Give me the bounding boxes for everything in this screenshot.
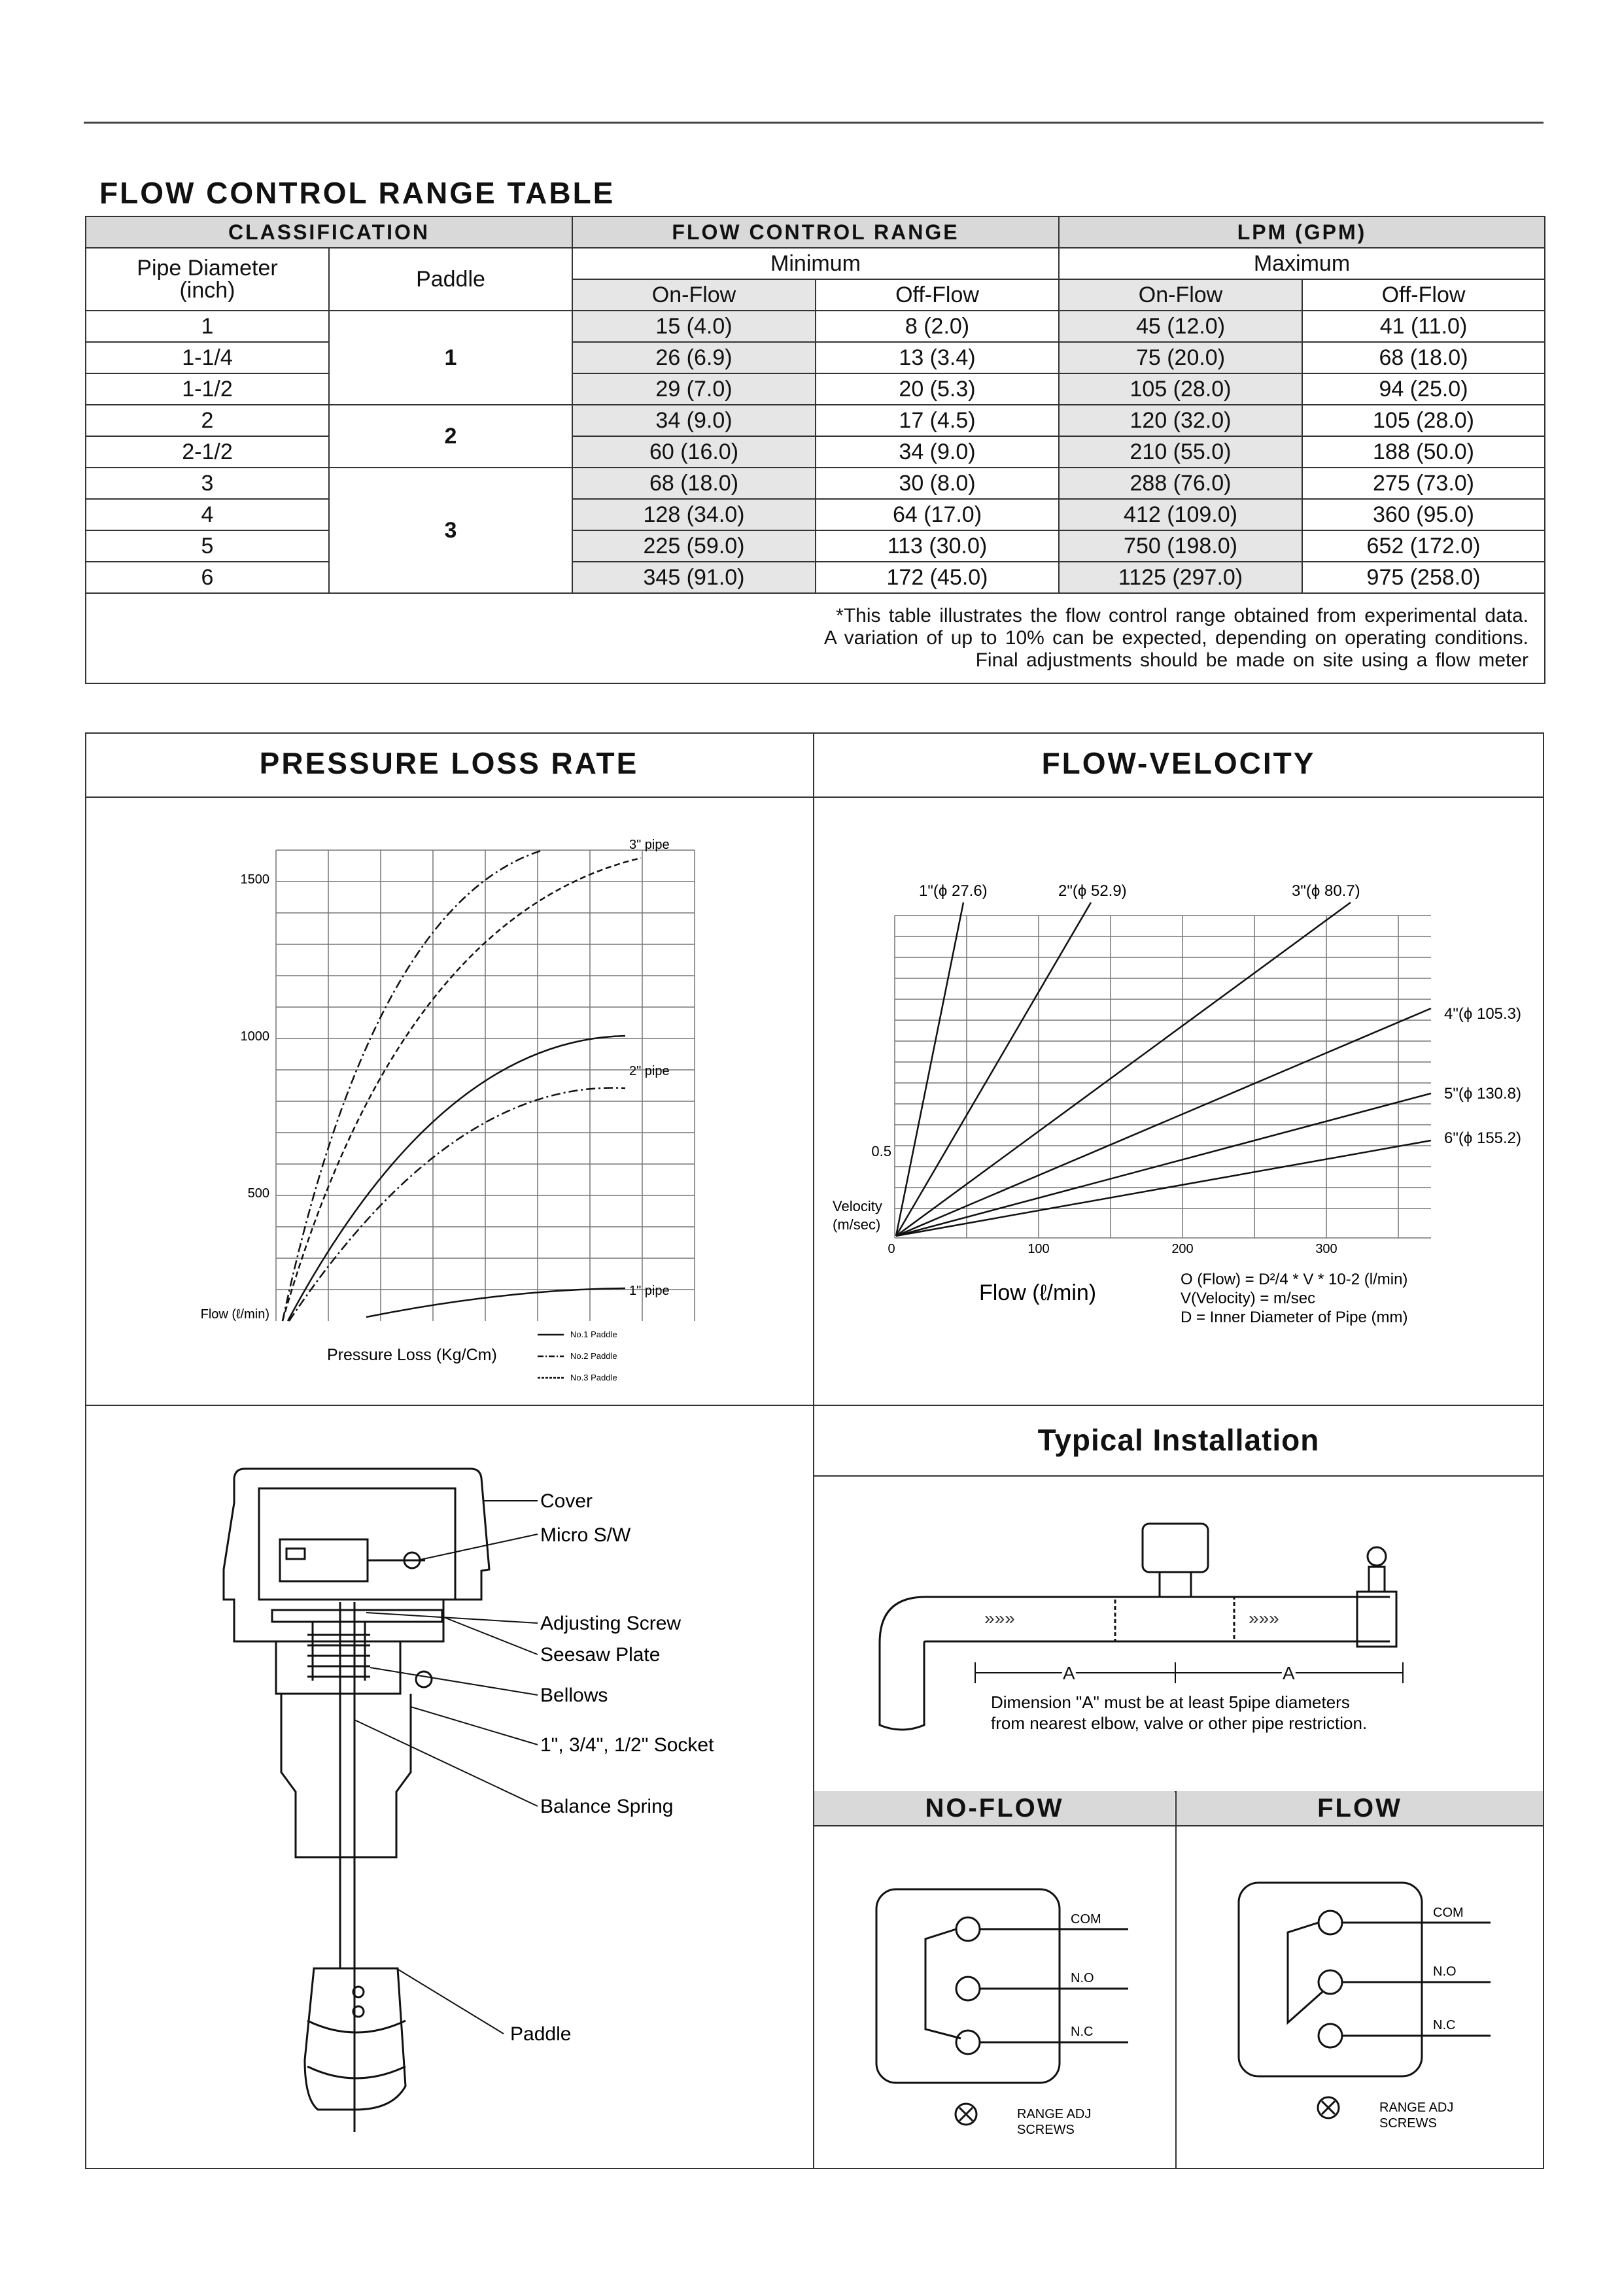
table-row	[86, 436, 1545, 468]
min-on-cell: 34 (9.0)	[572, 405, 816, 436]
terminal-label: N.O	[1071, 1971, 1094, 1985]
table-row	[86, 342, 1545, 373]
legend-label: No.1 Paddle	[570, 1329, 617, 1339]
socket-body	[276, 1641, 400, 1694]
terminal-com	[1319, 1911, 1342, 1934]
tee-fitting	[1115, 1597, 1234, 1641]
screws-label: SCREWS	[1379, 2116, 1437, 2131]
range-screw	[416, 1671, 432, 1687]
min-on-cell: 15 (4.0)	[572, 311, 816, 342]
min-on-cell: 225 (59.0)	[572, 530, 816, 562]
flow-header: FLOW	[1177, 1791, 1543, 1825]
x-tick: 300	[1315, 1242, 1337, 1256]
housing-cover	[224, 1469, 489, 1641]
pipe-elbow	[880, 1597, 925, 1730]
header-flow-control-range: FLOW CONTROL RANGE	[572, 216, 1059, 248]
min-off-cell: 13 (3.4)	[816, 342, 1059, 373]
line-5in	[896, 1093, 1431, 1236]
y-tick: 500	[247, 1186, 269, 1201]
socket-thread	[281, 1694, 411, 1857]
paddle-cell: 3	[329, 468, 572, 593]
curve-2in-no2	[289, 1088, 625, 1321]
bellows-walls	[313, 1622, 365, 1681]
y-axis-label: (m/sec)	[833, 1216, 881, 1233]
screws-label: SCREWS	[1017, 2123, 1075, 2137]
top-rule	[84, 122, 1544, 124]
part-label: Micro S/W	[540, 1524, 631, 1546]
max-on-cell: 1125 (297.0)	[1059, 562, 1302, 593]
line-6in	[896, 1140, 1431, 1236]
terminal-label: N.C	[1071, 2025, 1094, 2039]
line-1in	[896, 902, 963, 1236]
min-on-cell: 128 (34.0)	[572, 499, 816, 530]
min-off-cell: 113 (30.0)	[816, 530, 1059, 562]
contact-path	[925, 1929, 961, 2038]
y-tick: 1500	[240, 872, 269, 887]
line-label: 1"(ϕ 27.6)	[919, 882, 988, 900]
min-off-cell: 64 (17.0)	[816, 499, 1059, 530]
max-off-cell: 68 (18.0)	[1302, 342, 1545, 373]
legend-label: No.3 Paddle	[570, 1373, 617, 1382]
max-off-cell: 275 (73.0)	[1302, 468, 1545, 499]
table-row	[86, 562, 1545, 593]
flow-diagram	[1177, 1826, 1543, 2168]
formula-line: D = Inner Diameter of Pipe (mm)	[1181, 1309, 1408, 1326]
terminal-label: COM	[1433, 1906, 1464, 1920]
part-label: Paddle	[510, 2023, 572, 2045]
curve-label: 1" pipe	[629, 1284, 670, 1298]
valve-body	[1357, 1592, 1396, 1647]
table-row	[86, 405, 1545, 436]
line-4in	[896, 1008, 1431, 1236]
line-label: 5"(ϕ 130.8)	[1444, 1085, 1522, 1103]
header-min-off-flow: Off-Flow	[816, 279, 1059, 311]
table-title: FLOW CONTROL RANGE TABLE	[99, 176, 615, 210]
valve-wheel	[1368, 1547, 1386, 1566]
min-on-cell: 60 (16.0)	[572, 436, 816, 468]
min-on-cell: 26 (6.9)	[572, 342, 816, 373]
part-label: 1", 3/4", 1/2" Socket	[540, 1734, 714, 1756]
installation-title: Typical Installation	[1037, 1423, 1320, 1457]
part-label: Balance Spring	[540, 1796, 674, 1817]
table-row	[86, 468, 1545, 499]
header-max-on-flow: On-Flow	[1059, 279, 1302, 311]
min-off-cell: 20 (5.3)	[816, 373, 1059, 405]
terminal-leads	[1342, 1923, 1491, 2036]
leader-balance-spring	[354, 1720, 538, 1806]
switch-contact	[286, 1549, 305, 1559]
terminal-label: N.O	[1433, 1964, 1457, 1979]
pressure-grid	[276, 850, 695, 1321]
min-on-cell: 345 (91.0)	[572, 562, 816, 593]
min-off-cell: 8 (2.0)	[816, 311, 1059, 342]
min-off-cell: 34 (9.0)	[816, 436, 1059, 468]
header-max-off-flow: Off-Flow	[1302, 279, 1545, 311]
min-on-cell: 68 (18.0)	[572, 468, 816, 499]
max-on-cell: 75 (20.0)	[1059, 342, 1302, 373]
max-off-cell: 94 (25.0)	[1302, 373, 1545, 405]
max-on-cell: 288 (76.0)	[1059, 468, 1302, 499]
formula-line: V(Velocity) = m/sec	[1181, 1290, 1316, 1307]
paddle-edges	[307, 2021, 406, 2078]
table-row	[86, 373, 1545, 405]
line-label: 3"(ϕ 80.7)	[1292, 882, 1360, 900]
x-tick: 100	[1027, 1242, 1050, 1256]
leader-bellows	[370, 1668, 538, 1695]
flow-velocity-title: FLOW-VELOCITY	[1041, 746, 1316, 780]
pipe-cell: 1-1/4	[86, 342, 329, 373]
part-label: Bellows	[540, 1685, 608, 1706]
header-pipe-diameter: Pipe Diameter (inch)	[86, 248, 329, 311]
min-off-cell: 30 (8.0)	[816, 468, 1059, 499]
max-on-cell: 750 (198.0)	[1059, 530, 1302, 562]
flow-arrows: »»»	[984, 1608, 1015, 1628]
curve-label: 3" pipe	[629, 838, 670, 852]
max-off-cell: 652 (172.0)	[1302, 530, 1545, 562]
pipe-cell: 1	[86, 311, 329, 342]
range-adj-screw-cross	[959, 2108, 973, 2121]
line-label: 2"(ϕ 52.9)	[1058, 882, 1127, 900]
formula-line: O (Flow) = D²/4 * V * 10-2 (l/min)	[1181, 1271, 1408, 1288]
legend-label: No.2 Paddle	[570, 1351, 617, 1361]
leader-socket	[411, 1707, 538, 1745]
screws-label: RANGE ADJ	[1017, 2107, 1092, 2121]
pressure-loss-chart	[85, 798, 813, 1403]
curve-3in-no2	[283, 850, 543, 1321]
velocity-grid	[895, 916, 1431, 1238]
line-label: 6"(ϕ 155.2)	[1444, 1129, 1522, 1147]
installation-note: from nearest elbow, valve or other pipe restriction.	[991, 1713, 1368, 1733]
curve-1in-no1	[366, 1288, 625, 1317]
terminal-no	[1319, 1970, 1342, 1994]
part-label: Cover	[540, 1490, 593, 1512]
contact-path	[1288, 1923, 1323, 2023]
max-on-cell: 45 (12.0)	[1059, 311, 1302, 342]
micro-switch	[280, 1539, 368, 1581]
terminal-label: COM	[1071, 1912, 1101, 1927]
part-label: Adjusting Screw	[540, 1613, 682, 1634]
pipe-cell: 2	[86, 405, 329, 436]
header-classification: CLASSIFICATION	[86, 216, 572, 248]
terminal-com	[956, 1917, 980, 1941]
flow-velocity-chart	[814, 798, 1543, 1403]
line-2in	[896, 902, 1091, 1236]
line-3in	[896, 902, 1351, 1236]
x-axis-label: Flow (ℓ/min)	[979, 1280, 1097, 1305]
table-row	[86, 499, 1545, 530]
dimension-a-label: A	[1063, 1663, 1075, 1683]
max-on-cell: 105 (28.0)	[1059, 373, 1302, 405]
y-axis-label: Velocity	[833, 1198, 882, 1214]
max-off-cell: 975 (258.0)	[1302, 562, 1545, 593]
terminal-nc	[1319, 2024, 1342, 2048]
x-tick: 0	[888, 1242, 895, 1256]
header-minimum: Minimum	[572, 248, 1059, 279]
no-flow-header: NO-FLOW	[814, 1791, 1175, 1825]
line-label: 4"(ϕ 105.3)	[1444, 1005, 1522, 1023]
min-on-cell: 29 (7.0)	[572, 373, 816, 405]
dimension-a-label: A	[1283, 1663, 1295, 1683]
curve-label: 2" pipe	[629, 1064, 670, 1078]
min-off-cell: 172 (45.0)	[816, 562, 1059, 593]
leader-paddle	[396, 1968, 504, 2034]
no-flow-diagram	[814, 1826, 1175, 2168]
max-off-cell: 105 (28.0)	[1302, 405, 1545, 436]
cross-section-drawing	[85, 1406, 813, 2168]
installation-note: Dimension "A" must be at least 5pipe diameters	[991, 1692, 1350, 1712]
pipe-cell: 1-1/2	[86, 373, 329, 405]
pipe-cell: 4	[86, 499, 329, 530]
terminal-leads	[980, 1929, 1128, 2042]
pipe-cell: 2-1/2	[86, 436, 329, 468]
y-tick: 1000	[240, 1029, 269, 1044]
flow-switch-socket	[1160, 1572, 1191, 1597]
paddle-cell: 2	[329, 405, 572, 468]
note-line: *This table illustrates the flow control range obtained from experimental data.	[836, 605, 1529, 626]
pipe-cell: 6	[86, 562, 329, 593]
x-axis-label: Pressure Loss (Kg/Cm)	[327, 1346, 497, 1364]
x-tick: 200	[1171, 1242, 1194, 1256]
max-off-cell: 41 (11.0)	[1302, 311, 1545, 342]
max-on-cell: 120 (32.0)	[1059, 405, 1302, 436]
header-min-on-flow: On-Flow	[572, 279, 816, 311]
note-line: A variation of up to 10% can be expected, depending on operating conditions.	[823, 627, 1529, 649]
valve-stem	[1369, 1567, 1385, 1592]
table-note	[86, 593, 1545, 683]
pressure-loss-title: PRESSURE LOSS RATE	[259, 746, 639, 780]
y-tick: 0.5	[871, 1143, 891, 1159]
flow-control-range-table	[85, 216, 1545, 684]
terminal-no	[956, 1977, 980, 2000]
note-line: Final adjustments should be made on site using a flow meter	[975, 649, 1529, 671]
screws-label: RANGE ADJ	[1379, 2100, 1454, 2115]
header-paddle: Paddle	[329, 248, 572, 311]
range-adj-screw-cross	[1322, 2101, 1335, 2114]
curve-2in-no1	[288, 1036, 625, 1321]
flow-switch-head	[1143, 1524, 1208, 1572]
max-on-cell: 412 (109.0)	[1059, 499, 1302, 530]
installation-drawing	[814, 1477, 1543, 1791]
leader-micro-sw	[417, 1534, 538, 1560]
y-axis-label: Flow (ℓ/min)	[200, 1307, 269, 1322]
max-off-cell: 360 (95.0)	[1302, 499, 1545, 530]
table-row	[86, 530, 1545, 562]
header-lpm-gpm: LPM (GPM)	[1059, 216, 1545, 248]
flow-arrows: »»»	[1249, 1608, 1279, 1628]
terminal-nc	[956, 2030, 980, 2054]
table-row	[86, 311, 1545, 342]
max-on-cell: 210 (55.0)	[1059, 436, 1302, 468]
header-maximum: Maximum	[1059, 248, 1545, 279]
pipe-cell: 3	[86, 468, 329, 499]
part-label: Seesaw Plate	[540, 1644, 661, 1666]
max-off-cell: 188 (50.0)	[1302, 436, 1545, 468]
paddle-cell: 1	[329, 311, 572, 405]
min-off-cell: 17 (4.5)	[816, 405, 1059, 436]
terminal-label: N.C	[1433, 2018, 1456, 2032]
pipe-cell: 5	[86, 530, 329, 562]
switch-chamber	[259, 1488, 455, 1600]
